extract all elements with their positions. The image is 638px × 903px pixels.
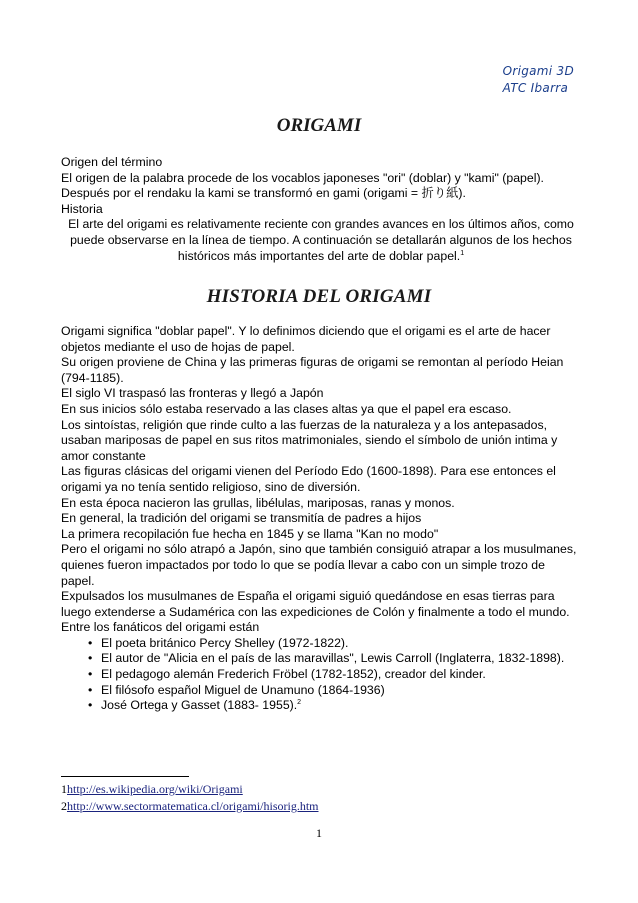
intro-rendaku-text: Después por el rendaku la kami se transformó en gami (origami = 折り紙).	[61, 186, 466, 201]
history-paragraph: La primera recopilación fue hecha en 1845 y se llama "Kan no modo"	[61, 526, 439, 541]
intro-section	[61, 155, 581, 264]
history-paragraph: En esta época nacieron las grullas, libélulas, mariposas, ranas y monos.	[61, 495, 455, 510]
list-item: • El pedagogo alemán Frederich Fröbel (1782-1852), creador del kinder.	[88, 667, 581, 683]
history-paragraph: El siglo VI traspasó las fronteras y llegó a Japón	[61, 386, 324, 401]
footnote-2	[61, 798, 319, 815]
history-paragraph: Los sintoístas, religión que rinde culto a las fuerzas de la naturaleza y a los antepasados, usaban mariposas de papel en sus ritos matrimoniales, siendo el símbolo de unión intima y amor constante	[61, 417, 558, 463]
list-item: • El poeta británico Percy Shelley (1972-1822).	[88, 636, 581, 652]
list-item-text: José Ortega y Gasset (1883- 1955).	[101, 698, 298, 713]
history-paragraph: Su origen proviene de China y las primeras figuras de origami se remontan al período Heian (794-1185).	[61, 355, 564, 385]
history-paragraph: En general, la tradición del origami se transmitía de padres a hijos	[61, 511, 422, 526]
history-paragraph: Pero el origami no sólo atrapó a Japón, sino que también consiguió atrapar a los musulmanes, quienes fueron impactados por todo lo que se podía llevar a cabo con un simple trozo de papel.	[61, 542, 577, 588]
footnote-link-1[interactable]: http://es.wikipedia.org/wiki/Origami	[67, 782, 243, 796]
list-item	[88, 698, 581, 714]
header-line-2: ATC Ibarra	[502, 81, 569, 95]
intro-heading-origin: Origen del término	[61, 155, 163, 169]
history-paragraph: Expulsados los musulmanes de España el origami siguió quedándose en esas tierras para luego extenderse a Sudamérica con las expediciones de Colón y finalmente a todo el mundo.	[61, 589, 570, 619]
page-header	[503, 63, 574, 97]
footnote-ref-1[interactable]: 1	[460, 249, 465, 257]
history-paragraph: Entre los fanáticos del origami están	[61, 620, 260, 635]
footnotes	[61, 781, 319, 815]
footnote-1	[61, 781, 319, 798]
history-section	[61, 324, 581, 714]
intro-history-paragraph	[61, 217, 581, 264]
list-item: • El autor de "Alicia en el país de las maravillas", Lewis Carroll (Inglaterra, 1832-1898).	[88, 651, 581, 667]
intro-origin-text: El origen de la palabra procede de los vocablos japoneses "ori" (doblar) y "kami" (papel).	[61, 170, 544, 185]
footnote-link-2[interactable]: http://www.sectormatematica.cl/origami/hisorig.htm	[67, 799, 319, 813]
enthusiasts-list	[61, 636, 581, 714]
section-title: HISTORIA DEL ORIGAMI	[206, 286, 432, 307]
footnote-ref-2[interactable]: 2	[297, 699, 302, 707]
header-line-1: Origami 3D	[502, 64, 574, 78]
intro-heading-history: Historia	[61, 201, 103, 216]
document-title: ORIGAMI	[276, 115, 362, 136]
history-paragraph: Origami significa "doblar papel". Y lo definimos diciendo que el origami es el arte de hacer objetos mediante el uso de hojas de papel.	[61, 324, 551, 354]
footnote-separator	[61, 776, 189, 777]
footnote-number: 2	[61, 799, 67, 813]
intro-history-text: El arte del origami es relativamente reciente con grandes avances en los últimos años, como puede observarse en la línea de tiempo. A continuación se detallarán algunos de los hechos históricos más importantes del arte de doblar papel.	[68, 217, 574, 263]
footnote-number: 1	[61, 782, 67, 796]
history-paragraph: En sus inicios sólo estaba reservado a las clases altas ya que el papel era escaso.	[61, 401, 512, 416]
history-paragraph: Las figuras clásicas del origami vienen del Período Edo (1600-1898). Para ese entonces el origami ya no tenía sentido religioso, sino de diversión.	[61, 464, 556, 494]
list-item: • El filósofo español Miguel de Unamuno (1864-1936)	[88, 683, 581, 699]
page-number: 1	[316, 826, 322, 840]
